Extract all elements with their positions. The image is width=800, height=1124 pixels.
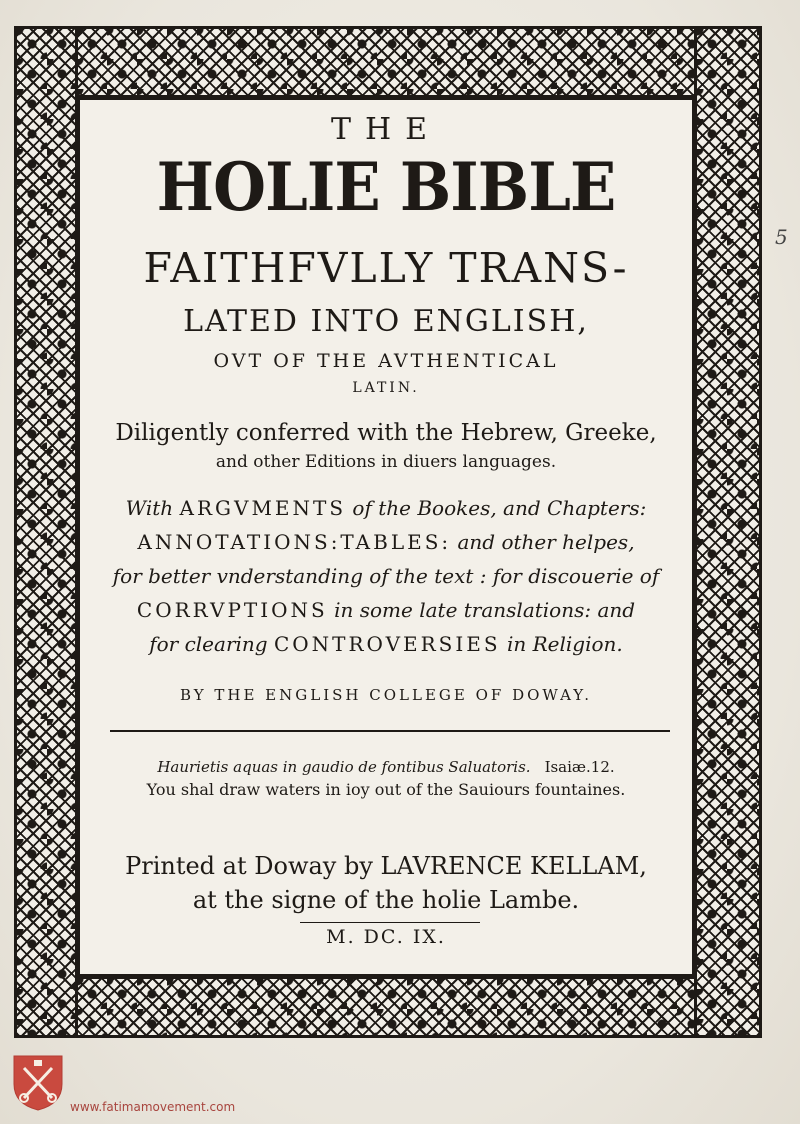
contents-text: for clearing — [149, 632, 274, 656]
contents-line-3: for better vnderstanding of the text : for discouerie of — [112, 564, 660, 588]
latin-quote — [78, 758, 694, 776]
ornamental-border-top — [14, 26, 762, 98]
english-quote: You shal draw waters in ioy out of the Sauiours fountaines. — [146, 780, 626, 799]
ornamental-border-right — [694, 26, 762, 1038]
contents-smallcaps: CONTROVERSIES — [273, 632, 501, 656]
latin-quote-reference: Isaiæ.12. — [544, 758, 615, 776]
contents-line-4 — [78, 598, 694, 622]
page-title: HOLIE BIBLE — [156, 148, 616, 226]
contents-text: With — [125, 496, 180, 520]
publication-date: M. DC. IX. — [326, 926, 446, 948]
contents-text: of the Bookes, and Chapters: — [346, 496, 647, 520]
contents-text: and other helpes, — [451, 530, 635, 554]
contents-text: in some late translations: and — [327, 598, 636, 622]
by-line: BY THE ENGLISH COLLEGE OF DOWAY. — [179, 686, 593, 704]
heading-the: THE — [330, 112, 442, 147]
imprint-line-1: Printed at Doway by LAVRENCE KELLAM, — [125, 852, 647, 880]
source-link[interactable]: www.fatimamovement.com — [70, 1100, 236, 1114]
contents-text: in Religion. — [500, 632, 623, 656]
diligently-line-1: Diligently conferred with the Hebrew, Greeke, — [115, 420, 657, 446]
contents-smallcaps: ARGVMENTS — [179, 496, 347, 520]
contents-line-5 — [78, 632, 694, 656]
contents-smallcaps: ANNOTATIONS:TABLES: — [137, 530, 452, 554]
subtitle-line-1: FAITHFVLLY TRANS- — [143, 244, 629, 292]
ornamental-border-bottom — [14, 976, 762, 1038]
subtitle-line-3: OVT OF THE AVTHENTICAL — [213, 350, 559, 372]
diligently-line-2: and other Editions in diuers languages. — [215, 452, 557, 472]
ornamental-border-left — [14, 26, 78, 1038]
subtitle-line-2: LATED INTO ENGLISH, — [183, 304, 589, 339]
divider-rule — [110, 730, 670, 732]
date-rule — [300, 922, 480, 923]
subtitle-line-4: LATIN. — [352, 380, 420, 396]
imprint-line-2: at the signe of the holie Lambe. — [192, 886, 580, 914]
contents-line-1 — [78, 496, 694, 520]
contents-smallcaps: CORRVPTIONS — [136, 598, 328, 622]
contents-line-2 — [78, 530, 694, 554]
latin-quote-text: Haurietis aquas in gaudio de fontibus Saluatoris. — [157, 758, 531, 776]
papal-keys-shield-icon[interactable] — [12, 1054, 64, 1112]
page-number-mark: 5 — [775, 225, 788, 249]
